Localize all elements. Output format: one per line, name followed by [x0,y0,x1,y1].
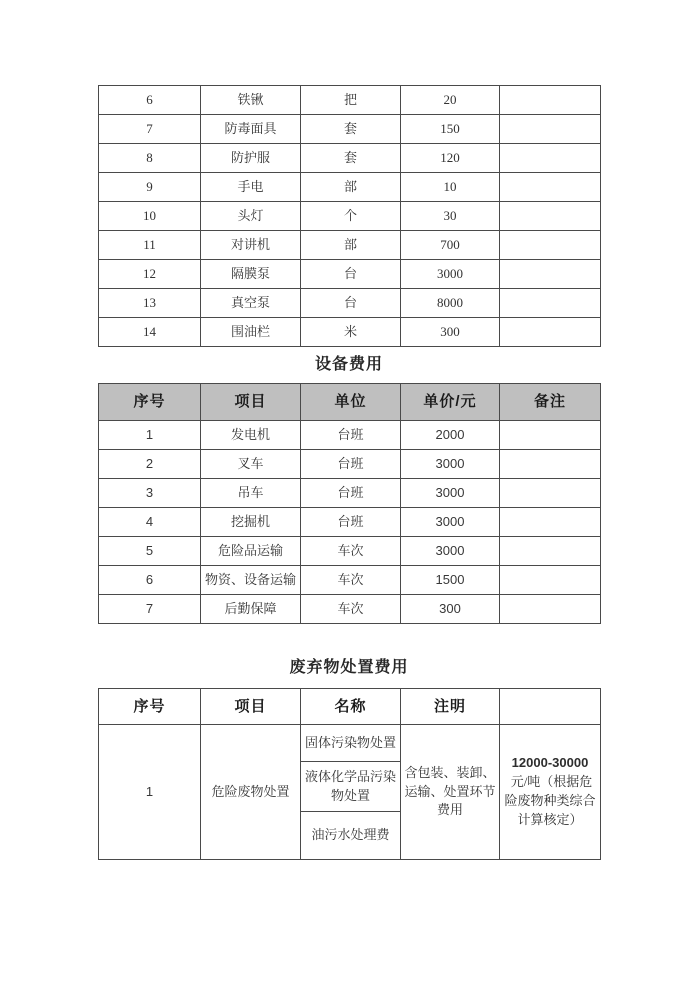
table-row [99,260,601,289]
cell-no: 8 [99,144,201,173]
cell-price: 10 [401,173,500,202]
cell-note-empty [500,144,601,173]
cell-unit: 台班 [301,479,401,508]
cell-note-empty [500,260,601,289]
header-empty [500,689,601,725]
table-row [99,289,601,318]
table-row [99,725,601,762]
header-note: 备注 [500,384,601,421]
cell-note-empty [500,566,601,595]
table-row [99,566,601,595]
table-row [99,173,601,202]
cell-note-empty [500,595,601,624]
cell-price: 8000 [401,289,500,318]
equipment-cost-table [98,383,601,624]
cell-note-empty [500,202,601,231]
cell-unit: 部 [301,231,401,260]
header-no: 序号 [99,689,201,725]
cell-item: 真空泵 [201,289,301,318]
cell-item: 后勤保障 [201,595,301,624]
cell-no: 5 [99,537,201,566]
cell-unit: 台 [301,289,401,318]
cell-no: 6 [99,86,201,115]
table-row [99,537,601,566]
cell-unit: 套 [301,115,401,144]
header-note: 注明 [401,689,500,725]
cell-item: 手电 [201,173,301,202]
cell-unit: 套 [301,144,401,173]
cell-unit: 个 [301,202,401,231]
table-row [99,115,601,144]
equipment-cost-title: 设备费用 [314,356,383,373]
cell-no: 11 [99,231,201,260]
header-item: 项目 [201,689,301,725]
cell-no: 6 [99,566,201,595]
table-row [99,479,601,508]
cell-no: 9 [99,173,201,202]
header-item: 项目 [201,384,301,421]
cell-item: 头灯 [201,202,301,231]
cell-item: 吊车 [201,479,301,508]
table-row [99,450,601,479]
waste-disposal-table [98,688,601,860]
supplies-table [98,85,601,347]
price-description: 元/吨（根据危险废物种类综合计算核定） [504,774,596,827]
cell-price: 300 [401,318,500,347]
cell-name: 固体污染物处置 [301,725,401,762]
cell-note-empty [500,318,601,347]
cell-note-empty [500,231,601,260]
cell-price: 30 [401,202,500,231]
cell-no: 3 [99,479,201,508]
header-name: 名称 [301,689,401,725]
cell-item: 发电机 [201,421,301,450]
cell-no: 1 [99,725,201,860]
cell-note-empty [500,421,601,450]
table-row [99,421,601,450]
table-row [99,595,601,624]
cell-note-empty [500,115,601,144]
cell-item: 围油栏 [201,318,301,347]
cell-no: 7 [99,595,201,624]
header-unit: 单位 [301,384,401,421]
cell-unit: 车次 [301,537,401,566]
cell-price: 1500 [401,566,500,595]
header-row [99,384,601,421]
header-row [99,689,601,725]
cell-note-empty [500,537,601,566]
table-row [99,318,601,347]
cell-note-empty [500,508,601,537]
cell-item: 挖掘机 [201,508,301,537]
cell-price: 300 [401,595,500,624]
cell-price: 120 [401,144,500,173]
cell-no: 14 [99,318,201,347]
cell-note-empty [500,450,601,479]
cell-no: 13 [99,289,201,318]
cell-unit: 把 [301,86,401,115]
cell-price: 700 [401,231,500,260]
cell-unit: 车次 [301,566,401,595]
cell-note-empty [500,173,601,202]
table-row [99,144,601,173]
cell-no: 2 [99,450,201,479]
cell-no: 4 [99,508,201,537]
cell-item: 物资、设备运输 [201,566,301,595]
table-row [99,86,601,115]
price-number: 12000-30000 [511,755,589,771]
cell-price: 3000 [401,260,500,289]
cell-item: 危险品运输 [201,537,301,566]
cell-price: 3000 [401,537,500,566]
cell-item: 防毒面具 [201,115,301,144]
cell-price: 3000 [401,479,500,508]
waste-disposal-title: 废弃物处置费用 [289,659,409,676]
cell-item: 隔膜泵 [201,260,301,289]
cell-item: 铁锹 [201,86,301,115]
cell-item: 对讲机 [201,231,301,260]
cell-unit: 车次 [301,595,401,624]
cell-unit: 台班 [301,421,401,450]
cell-no: 1 [99,421,201,450]
cell-unit: 部 [301,173,401,202]
table-row [99,231,601,260]
table-row [99,202,601,231]
cell-item: 叉车 [201,450,301,479]
cell-no: 12 [99,260,201,289]
cell-item: 危险废物处置 [201,725,301,860]
cell-note-empty [500,86,601,115]
header-no: 序号 [99,384,201,421]
cell-note: 含包装、装卸、运输、处置环节费用 [401,725,500,860]
cell-unit: 台 [301,260,401,289]
cell-price: 3000 [401,450,500,479]
cell-note-empty [500,479,601,508]
table-row [99,508,601,537]
cell-price: 20 [401,86,500,115]
header-price: 单价/元 [401,384,500,421]
cell-price: 2000 [401,421,500,450]
cell-price [500,725,601,860]
cell-price: 3000 [401,508,500,537]
cell-unit: 米 [301,318,401,347]
cell-no: 10 [99,202,201,231]
cell-name: 油污水处理费 [301,812,401,860]
cell-item: 防护服 [201,144,301,173]
cell-price: 150 [401,115,500,144]
cell-unit: 台班 [301,450,401,479]
cell-no: 7 [99,115,201,144]
cell-note-empty [500,289,601,318]
cell-unit: 台班 [301,508,401,537]
cell-name: 液体化学品污染物处置 [301,762,401,812]
